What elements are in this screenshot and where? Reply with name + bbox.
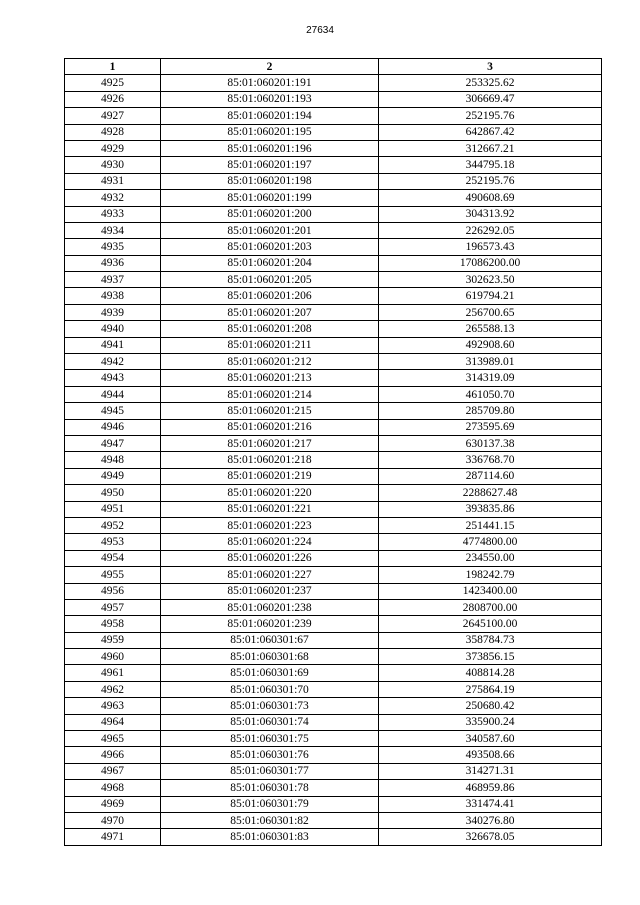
row-number-cell: 4932 — [65, 190, 161, 206]
cadastral-number-cell: 85:01:060201:218 — [161, 452, 379, 468]
row-number-cell: 4936 — [65, 255, 161, 271]
data-table — [64, 58, 602, 846]
table-row — [65, 91, 602, 107]
table-row — [65, 75, 602, 91]
table-header — [65, 59, 602, 75]
cadastral-number-cell: 85:01:060301:78 — [161, 780, 379, 796]
table-row — [65, 370, 602, 386]
row-number-cell: 4954 — [65, 550, 161, 566]
table-row — [65, 812, 602, 828]
cadastral-number-cell: 85:01:060201:224 — [161, 534, 379, 550]
value-cell: 340587.60 — [379, 731, 602, 747]
value-cell: 196573.43 — [379, 239, 602, 255]
row-number-cell: 4959 — [65, 632, 161, 648]
row-number-cell: 4955 — [65, 567, 161, 583]
cadastral-number-cell: 85:01:060201:212 — [161, 354, 379, 370]
row-number-cell: 4951 — [65, 501, 161, 517]
table-row — [65, 485, 602, 501]
table-row — [65, 304, 602, 320]
table-row — [65, 206, 602, 222]
row-number-cell: 4947 — [65, 435, 161, 451]
value-cell: 630137.38 — [379, 435, 602, 451]
value-cell: 265588.13 — [379, 321, 602, 337]
table-row — [65, 321, 602, 337]
row-number-cell: 4945 — [65, 403, 161, 419]
row-number-cell: 4971 — [65, 829, 161, 845]
table-row — [65, 583, 602, 599]
value-cell: 493508.66 — [379, 747, 602, 763]
table-row — [65, 222, 602, 238]
row-number-cell: 4926 — [65, 91, 161, 107]
cadastral-number-cell: 85:01:060201:195 — [161, 124, 379, 140]
table-row — [65, 157, 602, 173]
table-row — [65, 698, 602, 714]
cadastral-number-cell: 85:01:060301:73 — [161, 698, 379, 714]
page-number: 27634 — [306, 25, 334, 36]
row-number-cell: 4931 — [65, 173, 161, 189]
row-number-cell: 4967 — [65, 763, 161, 779]
cadastral-number-cell: 85:01:060201:206 — [161, 288, 379, 304]
row-number-cell: 4929 — [65, 140, 161, 156]
value-cell: 252195.76 — [379, 173, 602, 189]
value-cell: 312667.21 — [379, 140, 602, 156]
row-number-cell: 4965 — [65, 731, 161, 747]
table-row — [65, 780, 602, 796]
table-row — [65, 616, 602, 632]
cadastral-number-cell: 85:01:060201:227 — [161, 567, 379, 583]
column-header-2: 2 — [161, 59, 379, 75]
row-number-cell: 4939 — [65, 304, 161, 320]
table-row — [65, 239, 602, 255]
row-number-cell: 4948 — [65, 452, 161, 468]
table-row — [65, 501, 602, 517]
value-cell: 253325.62 — [379, 75, 602, 91]
value-cell: 285709.80 — [379, 403, 602, 419]
value-cell: 642867.42 — [379, 124, 602, 140]
row-number-cell: 4935 — [65, 239, 161, 255]
value-cell: 492908.60 — [379, 337, 602, 353]
row-number-cell: 4961 — [65, 665, 161, 681]
cadastral-number-cell: 85:01:060201:203 — [161, 239, 379, 255]
row-number-cell: 4933 — [65, 206, 161, 222]
value-cell: 273595.69 — [379, 419, 602, 435]
value-cell: 336768.70 — [379, 452, 602, 468]
row-number-cell: 4956 — [65, 583, 161, 599]
row-number-cell: 4953 — [65, 534, 161, 550]
cadastral-number-cell: 85:01:060201:217 — [161, 435, 379, 451]
value-cell: 306669.47 — [379, 91, 602, 107]
value-cell: 251441.15 — [379, 517, 602, 533]
cadastral-number-cell: 85:01:060301:74 — [161, 714, 379, 730]
cadastral-number-cell: 85:01:060201:208 — [161, 321, 379, 337]
table-row — [65, 468, 602, 484]
cadastral-number-cell: 85:01:060201:194 — [161, 108, 379, 124]
cadastral-number-cell: 85:01:060201:237 — [161, 583, 379, 599]
row-number-cell: 4962 — [65, 681, 161, 697]
value-cell: 461050.70 — [379, 386, 602, 402]
value-cell: 250680.42 — [379, 698, 602, 714]
cadastral-number-cell: 85:01:060201:198 — [161, 173, 379, 189]
value-cell: 2808700.00 — [379, 599, 602, 615]
row-number-cell: 4942 — [65, 354, 161, 370]
value-cell: 340276.80 — [379, 812, 602, 828]
cadastral-number-cell: 85:01:060201:216 — [161, 419, 379, 435]
row-number-cell: 4952 — [65, 517, 161, 533]
value-cell: 226292.05 — [379, 222, 602, 238]
cadastral-number-cell: 85:01:060201:213 — [161, 370, 379, 386]
value-cell: 314319.09 — [379, 370, 602, 386]
cadastral-number-cell: 85:01:060201:196 — [161, 140, 379, 156]
row-number-cell: 4960 — [65, 649, 161, 665]
cadastral-number-cell: 85:01:060301:79 — [161, 796, 379, 812]
row-number-cell: 4927 — [65, 108, 161, 124]
table-row — [65, 681, 602, 697]
cadastral-number-cell: 85:01:060201:191 — [161, 75, 379, 91]
value-cell: 326678.05 — [379, 829, 602, 845]
value-cell: 17086200.00 — [379, 255, 602, 271]
value-cell: 275864.19 — [379, 681, 602, 697]
cadastral-number-cell: 85:01:060301:69 — [161, 665, 379, 681]
value-cell: 313989.01 — [379, 354, 602, 370]
cadastral-number-cell: 85:01:060201:215 — [161, 403, 379, 419]
table-row — [65, 632, 602, 648]
value-cell: 234550.00 — [379, 550, 602, 566]
table-row — [65, 649, 602, 665]
row-number-cell: 4940 — [65, 321, 161, 337]
table-row — [65, 517, 602, 533]
cadastral-number-cell: 85:01:060201:201 — [161, 222, 379, 238]
table-body — [65, 75, 602, 845]
cadastral-number-cell: 85:01:060201:197 — [161, 157, 379, 173]
value-cell: 408814.28 — [379, 665, 602, 681]
cadastral-number-cell: 85:01:060201:200 — [161, 206, 379, 222]
value-cell: 2645100.00 — [379, 616, 602, 632]
table-row — [65, 452, 602, 468]
cadastral-number-cell: 85:01:060301:82 — [161, 812, 379, 828]
value-cell: 344795.18 — [379, 157, 602, 173]
table-row — [65, 829, 602, 845]
row-number-cell: 4963 — [65, 698, 161, 714]
table-row — [65, 419, 602, 435]
row-number-cell: 4941 — [65, 337, 161, 353]
table-row — [65, 255, 602, 271]
cadastral-number-cell: 85:01:060301:70 — [161, 681, 379, 697]
table-row — [65, 747, 602, 763]
row-number-cell: 4966 — [65, 747, 161, 763]
table-row — [65, 796, 602, 812]
cadastral-number-cell: 85:01:060201:214 — [161, 386, 379, 402]
column-header-1: 1 — [65, 59, 161, 75]
value-cell: 252195.76 — [379, 108, 602, 124]
table-row — [65, 550, 602, 566]
cadastral-number-cell: 85:01:060201:211 — [161, 337, 379, 353]
cadastral-number-cell: 85:01:060201:223 — [161, 517, 379, 533]
cadastral-number-cell: 85:01:060301:75 — [161, 731, 379, 747]
row-number-cell: 4950 — [65, 485, 161, 501]
value-cell: 2288627.48 — [379, 485, 602, 501]
table-row — [65, 763, 602, 779]
table-row — [65, 665, 602, 681]
value-cell: 4774800.00 — [379, 534, 602, 550]
value-cell: 619794.21 — [379, 288, 602, 304]
row-number-cell: 4938 — [65, 288, 161, 304]
row-number-cell: 4928 — [65, 124, 161, 140]
column-header-3: 3 — [379, 59, 602, 75]
cadastral-number-cell: 85:01:060201:239 — [161, 616, 379, 632]
row-number-cell: 4934 — [65, 222, 161, 238]
value-cell: 256700.65 — [379, 304, 602, 320]
cadastral-number-cell: 85:01:060201:219 — [161, 468, 379, 484]
value-cell: 373856.15 — [379, 649, 602, 665]
cadastral-number-cell: 85:01:060301:83 — [161, 829, 379, 845]
row-number-cell: 4949 — [65, 468, 161, 484]
row-number-cell: 4964 — [65, 714, 161, 730]
table-row — [65, 140, 602, 156]
cadastral-number-cell: 85:01:060201:221 — [161, 501, 379, 517]
cadastral-number-cell: 85:01:060201:193 — [161, 91, 379, 107]
value-cell: 468959.86 — [379, 780, 602, 796]
value-cell: 393835.86 — [379, 501, 602, 517]
row-number-cell: 4970 — [65, 812, 161, 828]
cadastral-number-cell: 85:01:060201:199 — [161, 190, 379, 206]
row-number-cell: 4937 — [65, 272, 161, 288]
cadastral-number-cell: 85:01:060201:226 — [161, 550, 379, 566]
value-cell: 335900.24 — [379, 714, 602, 730]
value-cell: 490608.69 — [379, 190, 602, 206]
table-row — [65, 435, 602, 451]
value-cell: 1423400.00 — [379, 583, 602, 599]
table-row — [65, 108, 602, 124]
table-row — [65, 190, 602, 206]
table-row — [65, 354, 602, 370]
value-cell: 304313.92 — [379, 206, 602, 222]
value-cell: 358784.73 — [379, 632, 602, 648]
table-row — [65, 403, 602, 419]
cadastral-number-cell: 85:01:060301:68 — [161, 649, 379, 665]
cadastral-number-cell: 85:01:060201:204 — [161, 255, 379, 271]
table-row — [65, 567, 602, 583]
row-number-cell: 4968 — [65, 780, 161, 796]
table-row — [65, 534, 602, 550]
row-number-cell: 4925 — [65, 75, 161, 91]
cadastral-number-cell: 85:01:060301:76 — [161, 747, 379, 763]
cadastral-number-cell: 85:01:060301:77 — [161, 763, 379, 779]
row-number-cell: 4943 — [65, 370, 161, 386]
value-cell: 198242.79 — [379, 567, 602, 583]
row-number-cell: 4958 — [65, 616, 161, 632]
row-number-cell: 4930 — [65, 157, 161, 173]
value-cell: 314271.31 — [379, 763, 602, 779]
row-number-cell: 4957 — [65, 599, 161, 615]
table-row — [65, 173, 602, 189]
value-cell: 287114.60 — [379, 468, 602, 484]
table-row — [65, 337, 602, 353]
table-row — [65, 599, 602, 615]
table-row — [65, 731, 602, 747]
table-row — [65, 272, 602, 288]
table-row — [65, 288, 602, 304]
value-cell: 302623.50 — [379, 272, 602, 288]
cadastral-number-cell: 85:01:060201:205 — [161, 272, 379, 288]
header-row — [65, 59, 602, 75]
value-cell: 331474.41 — [379, 796, 602, 812]
table-row — [65, 714, 602, 730]
row-number-cell: 4969 — [65, 796, 161, 812]
cadastral-number-cell: 85:01:060301:67 — [161, 632, 379, 648]
cadastral-number-cell: 85:01:060201:207 — [161, 304, 379, 320]
row-number-cell: 4944 — [65, 386, 161, 402]
cadastral-number-cell: 85:01:060201:220 — [161, 485, 379, 501]
table-row — [65, 386, 602, 402]
row-number-cell: 4946 — [65, 419, 161, 435]
cadastral-number-cell: 85:01:060201:238 — [161, 599, 379, 615]
table-row — [65, 124, 602, 140]
